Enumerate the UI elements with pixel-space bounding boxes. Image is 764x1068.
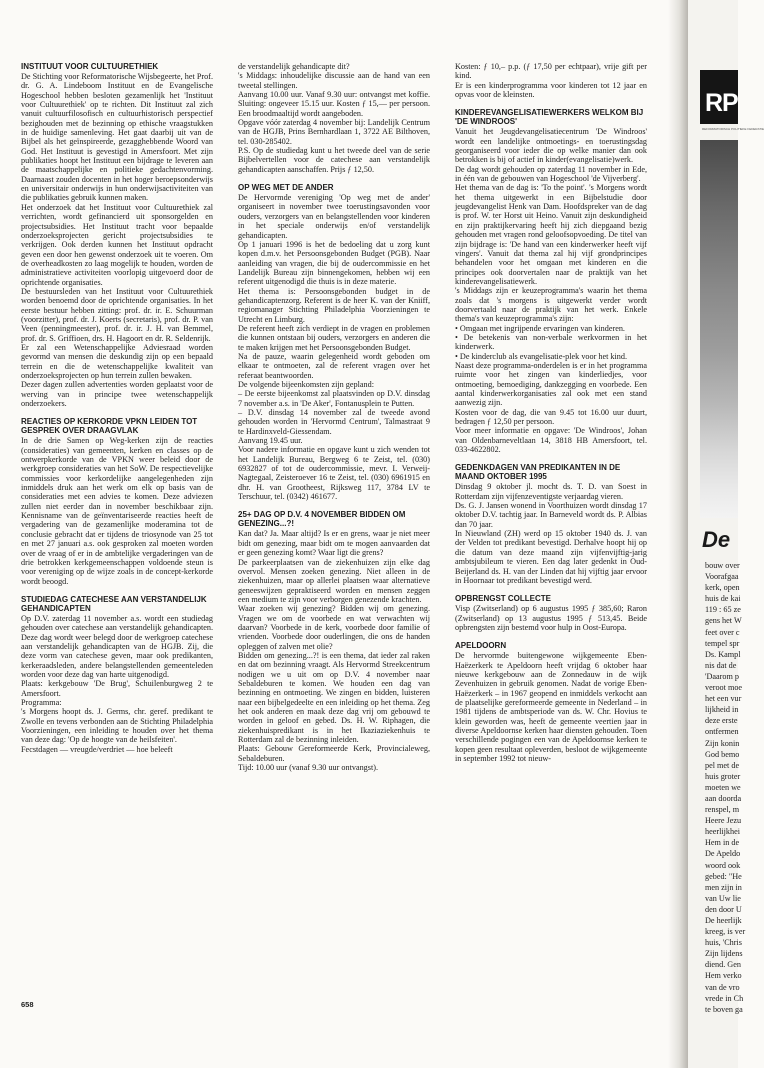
article-paragraph: Kosten: ƒ 10,– p.p. (ƒ 17,50 per echtpaar), vrije gift per kind. — [455, 62, 647, 81]
article-paragraph: Tijd: 10.00 uur (vanaf 9.30 uur ontvangst). — [238, 763, 379, 773]
facing-text-line: kerk, open — [705, 583, 740, 593]
bullet-item: • De betekenis van non-verbale werkvormen in het kinderwerk. — [455, 333, 647, 352]
facing-text-line: van Uw lie — [705, 893, 741, 903]
facing-text-line: veroot moe — [705, 683, 743, 693]
article-heading: APELDOORN — [455, 641, 507, 651]
facing-text-line: pel met de — [705, 760, 740, 770]
facing-text-line: den door U — [705, 904, 742, 914]
bullet-item: • De kinderclub als evangelisatie-plek voor het kind. — [455, 352, 647, 361]
facing-text-line: nis dat de — [705, 660, 737, 670]
article-paragraph: Ds. G. J. Jansen wonend in Voorthuizen wordt dinsdag 17 oktober D.V. tachtig jaar. In Barneveld wordt ds. P. Albias dan 70 jaar. — [455, 501, 647, 529]
article-paragraph: Op 1 januari 1996 is het de bedoeling dat u zorg kunt kopen d.m.v. het Persoonsgebonden Budget (PGB). Naar aanleiding van vragen, die bij de oudercommissie en het Landelijk Bureau zijn binnengekomen, hebben wij een referent uitgenodigd die thuis is in deze materie. — [238, 239, 430, 287]
article-heading: 25+ DAG OP D.V. 4 NOVEMBER BIDDEN OM GENEZING...?! — [238, 510, 406, 529]
article-paragraph: 's Middags zijn er keuzeprogramma's waarin het thema zoals dat 's morgens is uitgewerkt verder wordt doorvertaald naar de praktijk van het werk. Enkele thema's van keuzeprogramma's zijn: — [455, 286, 647, 324]
facing-text-line: tempel spr — [705, 638, 740, 648]
article-paragraph: Het onderzoek dat het Instituut voor Cultuurethiek zal verrichten, wordt gefinancierd uit sponsorgelden en projectsubsidies. Het Instituut tracht voor bepaalde onderzoeksprojecten gericht projectsubsidies te verkrijgen. Ook derden kunnen het Instituut opdracht geven een door hen gewenst onderzoek uit te voeren. Om de overheadkosten zo laag mogelijk te houden, worden de administratieve activiteiten voorlopig uitgevoerd door de oprichtende organisaties. — [21, 202, 213, 287]
article-heading: GEDENKDAGEN VAN PREDIKANTEN IN DE MAAND OKTOBER 1995 — [455, 463, 621, 482]
article-paragraph: – D.V. dinsdag 14 november zal de tweede avond gehouden worden in 'Hervormd Centrum', Talmastraat 9 te Hardinxveld-Giessendam. — [238, 408, 430, 436]
article-paragraph: Opgave vóór zaterdag 4 november bij: Landelijk Centrum van de HGJB, Prins Bernhardlaan 1, 3722 AE Bilthoven, tel. 030-285402. — [238, 118, 430, 146]
article-paragraph: Dezer dagen zullen advertenties worden geplaatst voor de werving van in principe twee wetenschappelijk onderzoekers. — [21, 380, 213, 409]
facing-text-line: God bemo — [705, 749, 740, 759]
article-paragraph: De Hervormde vereniging 'Op weg met de ander' organiseert in november twee toerustingsavonden voor ouders, verzorgers van en belangstellenden voor kinderen in het speciale onderwijs en/of verstandelijk gehandicapten. — [238, 193, 430, 240]
binding-gutter — [668, 0, 688, 1068]
facing-text-line: Ds. Kampl — [705, 649, 741, 659]
bullet-item: • Omgaan met ingrijpende ervaringen van kinderen. — [455, 324, 647, 333]
article-paragraph: Waar zoeken wij genezing? Bidden wij om genezing. Vragen we om de voorbede en wat verwachten wij daarvan? Voorbede in de kerk, voorbede door familie of vrienden. Voorbede door ouderlingen, die ons de handen opleggen of zalven met olie? — [238, 604, 430, 651]
facing-text-line: Voorafgaa — [705, 572, 739, 582]
facing-text-line: Hem in de — [705, 838, 740, 848]
article-paragraph: Kosten voor de dag, die van 9.45 tot 16.00 uur duurt, bedragen ƒ 12,50 per persoon. — [455, 407, 647, 427]
rpf-logo-subtitle: REFORMATORISCH POLITIEKE FEDERATIE — [702, 127, 764, 131]
facing-text-line: diend. Gen — [705, 960, 741, 970]
article-paragraph: Programma: — [21, 697, 62, 707]
article-paragraph: Het thema is: Persoonsgebonden budget in de gehandicaptenzorg. Referent is de heer K. van der Kniiff, regiomanager Stichting Philadelphia Voorzieningen te Utrecht en Limburg. — [238, 286, 430, 324]
facing-text-line: te boven ga — [705, 1004, 743, 1014]
facing-text-line: men zijn in — [705, 882, 742, 892]
article-paragraph: Visp (Zwitserland) op 6 augustus 1995 ƒ 385,60; Raron (Zwitserland) op 13 augustus 1995 ƒ 513,45. Beide opbrengsten zijn bestemd voor hulp in Oost-Europa. — [455, 604, 647, 632]
facing-text-line: deze erste — [705, 716, 738, 726]
article-paragraph: De referent heeft zich verdiept in de vragen en problemen die kunnen ontstaan bij ouders, verzorgers en anderen die te maken krijgen met het Persoonsgebonden Budget. — [238, 323, 430, 352]
article-paragraph: Na de pauze, waarin gelegenheid wordt geboden om elkaar te ontmoeten, zal de referent vragen over het referaat beantwoorden. — [238, 351, 430, 380]
facing-text-line: huis groter — [705, 771, 741, 781]
article-paragraph: Dinsdag 9 oktober jl. mocht ds. T. D. van Soest in Rotterdam zijn vijfenzeventigste verjaardag vieren. — [455, 482, 647, 501]
facing-text-line: Zijn lijdens — [705, 949, 743, 959]
article-paragraph: 's Middags: inhoudelijke discussie aan de hand van een tweetal stellingen. — [238, 71, 430, 90]
facing-text-line: renspel, m — [705, 805, 740, 815]
article-paragraph: Aanvang 10.00 uur. Vanaf 9.30 uur: ontvangst met koffie. Sluiting: ongeveer 15.15 uur. Kosten ƒ 15,— per persoon. Een broodmaaltijd wordt aangeboden. — [238, 90, 430, 118]
article-heading: KINDEREVANGELISATIEWERKERS WELKOM BIJ 'DE WINDROOS' — [455, 108, 644, 127]
facing-text-line: aan doorda — [705, 793, 742, 803]
article-paragraph: De volgende bijeenkomsten zijn gepland: — [238, 380, 374, 389]
facing-text-line: kreeg, is ver — [705, 927, 746, 937]
facing-text-line: Zijn konin — [705, 738, 740, 748]
facing-text-line: feet over c — [705, 627, 740, 637]
article-paragraph: de verstandelijk gehandicapte dit? — [238, 62, 350, 71]
facing-text-line: gebed: "He — [705, 871, 742, 881]
facing-text-line: heerlijkhei — [705, 827, 741, 837]
article-paragraph: Fecstdagen — vreugde/verdriet — hoe beleeft — [21, 744, 173, 754]
facing-article-title: De — [702, 527, 731, 552]
facing-text-line: 119 : 65 ze — [705, 605, 741, 615]
facing-text-line: vrede in Ch — [705, 993, 744, 1003]
article-paragraph: Bidden om genezing...?! is een thema, dat ieder zal raken en dat om bezinning vraagt. Als Hervormd Streekcentrum nodigen we u uit om op D.V. 4 november naar Sebaldeburen te komen. We houden een dag van bezinning en ontmoeting. We zingen en bidden, luisteren naar een bijbelgedeelte en een inleiding op het thema. Zeg het ook anderen en maak deze dag vrij om gebouwd te worden in geloof en gebed. Ds. H. W. Riphagen, die ziekenhuispredikant is in het Ikaziaziekenhuis te Rotterdam zal de bezinning inleiden. — [238, 650, 430, 745]
facing-text-line: moeten we — [705, 782, 741, 792]
facing-text-line: het een vur — [705, 694, 742, 704]
article-paragraph: Er is een kinderprogramma voor kinderen tot 12 jaar en opvas voor de kleinsten. — [455, 80, 647, 100]
article-paragraph: Het thema van de dag is: 'To the point'. 's Morgens wordt het thema uitgewerkt in een Bijbelstudie door jeugdevangelist Henk van Dam. Hoofdspreker van de dag is prof. W. ter Horst uit Heino. Vanuit zijn deskundigheid en zijn praktijkervaring heeft hij zich diepgaand bezig gehouden met vragen rond geloofsopvoeding. De titel van zijn bijdrage is: 'De hand van een kinderwerker heeft vijf vingers'. Vanuit dat thema zal hij vijf grondprincipes behandelen voor het omgaan met kinderen en die principes ook doorvertalen naar de praktijk van het kinderevangelisatiewerk. — [455, 183, 647, 286]
column-right — [455, 62, 647, 763]
rpf-logo-text: RP — [705, 89, 738, 117]
article-paragraph: Op D.V. zaterdag 11 november a.s. wordt een studiedag gehouden over catechese aan verstandelijk gehandicapten. Deze dag wordt weer belegd door de werkgroep catechese aan verstandelijk gehandicapten van de HGJB. Zij, die deze vorm van catechese geven, maar ook predikanten, kerkeraadsleden, andere belangstellenden gemeenteleden worden voor deze dag van harte uitgenodigd. — [21, 613, 213, 679]
article-paragraph: De hervormde buitengewone wijkgemeente Eben-Haëzerkerk te Apeldoorn heeft vrijdag 6 oktober haar nieuwe kerkgebouw aan de Zonnedauw in de wijk Zevenhuizen in gebruik genomen. Nadat de vorige Eben-Haëzerkerk – in 1967 geopend en inmiddels verkocht aan de plaatselijke gereformeerde gemeente in Nederland – in 1981 tijdens de ambtsperiode van ds. W. Chr. Hovius te klein geworden was, heeft de gemeente veertien jaar in diverse Apeldoornse kerken haar diensten gehouden. Toen verschillende pogingen een van de Apeldoornse kerken te kopen geen resultaat opleverden, besloot de wijkgemeente in september 1992 tot nieuw- — [455, 651, 647, 763]
facing-text-line: lijkheid in — [705, 705, 739, 715]
article-paragraph: Er zal een Wetenschappelijke Adviesraad worden gevormd van mensen die deskundig zijn op een bepaald terrein en die de wetenschappelijke kwaliteit van onderzoeksprojecten op hun terrein zullen bewaken. — [21, 342, 213, 380]
facing-text-line: gens het W — [705, 616, 742, 626]
article-paragraph: Voor nadere informatie en opgave kunt u zich wenden tot het Landelijk Bureau, Bergweg 6 te Zeist, tel. (030) 6932827 of tot de oudercommissie, mevr. I. Verweij-Nagtegaal, Zeisteroever 16 te Zeist, tel. (030) 6961915 en dhr. H. van Grootheest, Rijksweg 117, 3784 LV te Terschuur, tel. (0342) 461677. — [238, 445, 430, 502]
facing-text-line: 'Daarom p — [705, 671, 739, 681]
facing-text-line: Heere Jezu — [705, 816, 742, 826]
article-paragraph: De Stichting voor Reformatorische Wijsbegeerte, het Prof. dr. G. A. Lindeboom Instituut en de Evangelische Hogeschool hebben besloten gezamenlijk het 'Instituut voor Cultuurethiek' op te richten. Dit Instituut zal zich vanuit cultuurfilosofisch en cultuurhistorisch perspectief bezighouden met de bezinning op ethische vraagstukken in de huidige samenleving. Het gaat daarbij uit van de Bijbel als het geïnspireerde, gezagghebbende Woord van God. Het Instituut is gevestigd in Amersfoort. Met zijn publikaties hoopt het Instituut een bijdrage te leveren aan de maatschappelijke en politieke gedachtenvorming. Daarnaast zouden docenten in het hoger beroepsonderwijs en universitair onderwijs in hun onderwijsactiviteiten van die publikaties gebruik kunnen maken. — [21, 72, 213, 203]
column-middle — [238, 62, 430, 772]
facing-text-line: De Apeldo — [705, 849, 741, 859]
article-heading: OPBRENGST COLLECTE — [455, 594, 552, 604]
article-paragraph: – De eerste bijeenkomst zal plaatsvinden op D.V. dinsdag 7 november a.s. in 'De Aker', Fontanusplein te Putten. — [238, 389, 430, 408]
article-paragraph: In Nieuwland (ZH) werd op 15 oktober 1940 ds. J. van der Velden tot predikant bevestigd. Derhalve hoopt hij op die datum van deze maand zijn vijfenvijftig-jarig ambtsjubileum te vieren. Een dag later gedenkt in Oud-Beijerland ds. H. van der Linden dat hij vijftig jaar ervoor in Hoornaar tot predikant bevestigd werd. — [455, 529, 647, 585]
facing-text-line: ontfermen — [705, 727, 739, 737]
article-heading: OP WEG MET DE ANDER — [238, 183, 334, 193]
facing-text-line: bouw over — [705, 561, 740, 570]
facing-text-line: woord ook — [705, 860, 741, 870]
article-paragraph: Aanvang 19.45 uur. — [238, 436, 303, 446]
article-heading: STUDIEDAG CATECHESE AAN VERSTANDELIJK GEHANDICAPTEN — [21, 594, 207, 613]
church-photo — [700, 140, 738, 518]
article-paragraph: Plaats: kerkgebouw 'De Brug', Schuilenburgweg 2 te Amersfoort. — [21, 679, 213, 698]
article-paragraph: Vanuit het Jeugdevangelisatiecentrum 'De Windroos' wordt een landelijke ontmoetings- en toerustingsdag georganiseerd voor ieder die op welke manier dan ook betrokken is bij of actief in kinder(evangelisatie)werk. — [455, 127, 647, 165]
article-paragraph: Naast deze programma-onderdelen is er in het programma ruimte voor het zingen van kinderliedjes, voor ontmoeting, bemoediging, dankzegging en voorbede. Een aantal kinderwerkorganisaties zal ook met een stand aanwezig zijn. — [455, 360, 647, 408]
facing-text-line: De heerlijk — [705, 916, 742, 925]
article-heading: INSTITUUT VOOR CULTUURETHIEK — [21, 62, 159, 71]
article-paragraph: Kan dat? Ja. Maar altijd? Is er en grens, waar je niet meer bidt om genezing, maar bidt om te mogen aanvaarden dat er geen genezing komt? Waar ligt die grens? — [238, 529, 430, 558]
article-paragraph: Plaats: Gebouw Gereformeerde Kerk, Provincialeweg, Sebaldeburen. — [238, 744, 430, 763]
article-paragraph: De parkeerplaatsen van de ziekenhuizen zijn elke dag overvol. Mensen zoeken genezing. Niet alleen in de ziekenhuizen, maar op allerlei plaatsen waar alternatieve geneeswijzen gepraktiseerd worden en mensen zeggen een medium te zijn voor verborgen genezende krachten. — [238, 557, 430, 604]
article-paragraph: De dag wordt gehouden op zaterdag 11 november in Ede, in één van de gebouwen van Hogeschool 'de Vijverberg'. — [455, 164, 647, 184]
article-paragraph: 's Morgens hoopt ds. J. Germs, chr. geref. predikant te Zwolle en tevens verbonden aan de Stichting Philadelphia Voorzieningen, een inleiding te houden over het thema van deze dag: 'Op de hoogte van de heilsfeiten'. — [21, 707, 213, 745]
facing-text-line: van de vro — [705, 982, 740, 992]
facing-text-line: huis, 'Chris — [705, 938, 742, 948]
article-paragraph: Voor meer informatie en opgave: 'De Windroos', Johan van Oldenbarneveltlaan 14, 3818 HB Amersfoort, tel. 033-4622802. — [455, 426, 647, 455]
column-left — [21, 62, 213, 754]
facing-text-line: Hem verko — [705, 971, 742, 981]
article-heading: REACTIES OP KERKORDE VPKN LEIDEN TOT GESPREK OVER DRAAGVLAK — [21, 417, 198, 436]
facing-text-line: huis de kai — [705, 594, 741, 604]
article-paragraph: In de drie Samen op Weg-kerken zijn de reacties (consideraties) van gemeenten, kerken en classes op de ontwerpkerkorde van de VPKN weer beleid door de werkgroep consideraties van het SoW. De respectievelijke commissies voor kerkordelijke aangelegenheden zijn inmiddels druk aan het werk om elk op basis van de consideraties met een advies te komen. Deze adviezen zullen niet eerder dan in november beschikbaar zijn. Kennisname van de geïnventariseerde reacties heeft de vergadering van de gezamenlijke moderamina tot de conclusie gebracht dat er tijdens de triosynode van 25 tot en met 27 januari a.s. ook gesproken zal moeten worden over de vraag of er in de ambtelijke vergaderingen van de drie betrokken kerkgemeenschappen voldoende steun is voor vereniging op de wijze zoals in de concept-kerkorde wordt beoogd. — [21, 436, 213, 586]
article-paragraph: De bestuursleden van het Instituut voor Cultuurethiek worden benoemd door de oprichtende organisaties. In het eerste bestuur hebben zitting: prof. dr. ir. E. Schuurman (voorzitter), prof. dr. J. Koerts (secretaris), prof. dr. P. van Veen (penningmeester), prof. dr. ir. J. H. van Bemmel, prof. dr. S. Griffioen, drs. H. Hagoort en dr. R. Seldenrijk. — [21, 286, 213, 343]
page-number: 658 — [21, 1000, 34, 1009]
article-paragraph: P.S. Op de studiedag kunt u het tweede deel van de serie Bijbelvertellen voor de catechese aan verstandelijk gehandicapten aanschaffen. Prijs ƒ 12,50. — [238, 146, 430, 174]
facing-article-text — [705, 560, 746, 1015]
